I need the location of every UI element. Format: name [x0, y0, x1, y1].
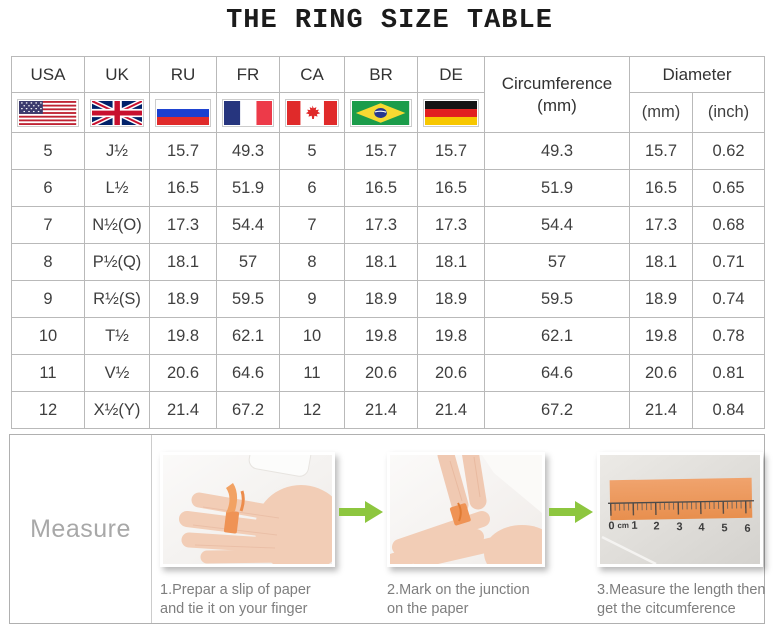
measure-step-3	[597, 452, 766, 619]
ruler-label-0: 0	[608, 520, 615, 533]
table-row	[12, 170, 765, 207]
col-header-usa: USA	[12, 57, 85, 93]
cell-ca: 11	[280, 355, 345, 392]
cell-de: 17.3	[418, 207, 485, 244]
ring-size-table	[11, 56, 765, 429]
cell-diameter-mm: 16.5	[630, 170, 693, 207]
usa-flag-icon	[17, 99, 78, 127]
cell-de: 19.8	[418, 318, 485, 355]
cell-circumference: 67.2	[485, 392, 630, 429]
cell-uk: J½	[85, 133, 150, 170]
ruler-label-6: 6	[744, 522, 751, 535]
cell-uk: V½	[85, 355, 150, 392]
table-row	[12, 207, 765, 244]
header-row-flags	[12, 93, 765, 133]
cell-diameter-inch: 0.84	[693, 392, 765, 429]
col-header-circumference	[485, 57, 630, 133]
cell-de: 21.4	[418, 392, 485, 429]
cell-uk: R½(S)	[85, 281, 150, 318]
cell-circumference: 64.6	[485, 355, 630, 392]
cell-uk: T½	[85, 318, 150, 355]
cell-circumference: 62.1	[485, 318, 630, 355]
cell-diameter-mm: 20.6	[630, 355, 693, 392]
cell-diameter-inch: 0.71	[693, 244, 765, 281]
russia-flag-icon	[155, 99, 211, 127]
table-row	[12, 133, 765, 170]
cell-diameter-mm: 19.8	[630, 318, 693, 355]
cell-ca: 5	[280, 133, 345, 170]
cell-ca: 7	[280, 207, 345, 244]
cell-fr: 64.6	[217, 355, 280, 392]
green-arrow-icon	[339, 500, 383, 524]
cell-usa: 6	[12, 170, 85, 207]
cell-uk: L½	[85, 170, 150, 207]
cell-fr: 62.1	[217, 318, 280, 355]
cell-br: 18.9	[345, 281, 418, 318]
cell-ru: 21.4	[150, 392, 217, 429]
page-title: THE RING SIZE TABLE	[226, 6, 553, 36]
arrow-1-wrap	[335, 500, 387, 524]
cell-circumference: 49.3	[485, 133, 630, 170]
cell-usa: 12	[12, 392, 85, 429]
cell-de: 16.5	[418, 170, 485, 207]
cell-usa: 5	[12, 133, 85, 170]
germany-flag-icon	[423, 99, 479, 127]
cell-fr: 51.9	[217, 170, 280, 207]
diameter-mm-header: (mm)	[630, 93, 693, 133]
cell-circumference: 54.4	[485, 207, 630, 244]
ruler-label-1: 1	[631, 519, 638, 532]
cell-diameter-mm: 17.3	[630, 207, 693, 244]
col-header-fr: FR	[217, 57, 280, 93]
ring-table-body	[12, 133, 765, 429]
cell-br: 19.8	[345, 318, 418, 355]
arrow-2-wrap	[545, 500, 597, 524]
cell-diameter-inch: 0.68	[693, 207, 765, 244]
canada-flag-icon	[285, 99, 339, 127]
cell-br: 17.3	[345, 207, 418, 244]
step3-caption: 3.Measure the length then get the citcumference	[597, 582, 766, 617]
diameter-inch-header: (inch)	[693, 93, 765, 133]
measure-label: Measure	[30, 514, 131, 543]
measure-section	[9, 434, 765, 624]
cell-ru: 17.3	[150, 207, 217, 244]
table-row	[12, 244, 765, 281]
france-flag-icon	[222, 99, 275, 127]
cell-circumference: 57	[485, 244, 630, 281]
cell-circumference: 51.9	[485, 170, 630, 207]
ruler-label-2: 2	[653, 520, 660, 533]
circumference-label: Circumference	[501, 74, 613, 94]
cell-diameter-mm: 18.9	[630, 281, 693, 318]
cell-ru: 18.9	[150, 281, 217, 318]
measure-step-1	[160, 452, 335, 619]
cell-de: 15.7	[418, 133, 485, 170]
cell-fr: 67.2	[217, 392, 280, 429]
cell-diameter-mm: 15.7	[630, 133, 693, 170]
circumference-unit: (mm)	[537, 95, 577, 115]
cell-ca: 10	[280, 318, 345, 355]
cell-br: 21.4	[345, 392, 418, 429]
cell-ru: 19.8	[150, 318, 217, 355]
cell-diameter-inch: 0.65	[693, 170, 765, 207]
measure-label-cell	[10, 435, 152, 623]
measure-step-2	[387, 452, 545, 619]
cell-ca: 9	[280, 281, 345, 318]
cell-br: 15.7	[345, 133, 418, 170]
cell-de: 18.9	[418, 281, 485, 318]
cell-usa: 9	[12, 281, 85, 318]
table-row	[12, 318, 765, 355]
cell-diameter-inch: 0.62	[693, 133, 765, 170]
cell-fr: 59.5	[217, 281, 280, 318]
cell-fr: 54.4	[217, 207, 280, 244]
table-row	[12, 281, 765, 318]
measure-steps	[152, 435, 764, 623]
ruler-label-4: 4	[698, 521, 705, 534]
ruler-label-5: 5	[721, 522, 728, 535]
cell-ru: 15.7	[150, 133, 217, 170]
step1-caption: 1.Prepar a slip of paper and tie it on your finger	[160, 582, 311, 617]
uk-flag-icon	[90, 99, 144, 127]
cell-usa: 8	[12, 244, 85, 281]
step1-photo-hand-with-paper-strip	[160, 452, 335, 567]
cell-fr: 57	[217, 244, 280, 281]
cell-ru: 18.1	[150, 244, 217, 281]
cell-circumference: 59.5	[485, 281, 630, 318]
col-header-uk: UK	[85, 57, 150, 93]
table-row	[12, 355, 765, 392]
cell-uk: X½(Y)	[85, 392, 150, 429]
cell-ca: 12	[280, 392, 345, 429]
cell-de: 20.6	[418, 355, 485, 392]
cell-diameter-mm: 18.1	[630, 244, 693, 281]
cell-ca: 8	[280, 244, 345, 281]
cell-ru: 16.5	[150, 170, 217, 207]
brazil-flag-icon	[350, 99, 411, 127]
cell-uk: P½(Q)	[85, 244, 150, 281]
cell-fr: 49.3	[217, 133, 280, 170]
cell-diameter-inch: 0.78	[693, 318, 765, 355]
col-header-de: DE	[418, 57, 485, 93]
col-header-ca: CA	[280, 57, 345, 93]
step2-photo-marking-paper	[387, 452, 545, 567]
cell-ru: 20.6	[150, 355, 217, 392]
col-header-br: BR	[345, 57, 418, 93]
cell-usa: 10	[12, 318, 85, 355]
col-header-diameter: Diameter	[630, 57, 765, 93]
cell-de: 18.1	[418, 244, 485, 281]
cell-ca: 6	[280, 170, 345, 207]
green-arrow-icon	[549, 500, 593, 524]
header-row-country-codes	[12, 57, 765, 93]
col-header-ru: RU	[150, 57, 217, 93]
ruler-label-cm: cm	[617, 520, 630, 531]
step3-photo-ruler-measuring	[597, 452, 763, 567]
ruler-label-3: 3	[676, 520, 683, 534]
cell-usa: 11	[12, 355, 85, 392]
cell-diameter-inch: 0.81	[693, 355, 765, 392]
cell-br: 20.6	[345, 355, 418, 392]
cell-br: 16.5	[345, 170, 418, 207]
cell-uk: N½(O)	[85, 207, 150, 244]
cell-diameter-inch: 0.74	[693, 281, 765, 318]
cell-diameter-mm: 21.4	[630, 392, 693, 429]
table-row	[12, 392, 765, 429]
cell-usa: 7	[12, 207, 85, 244]
step2-caption: 2.Mark on the junction on the paper	[387, 582, 530, 617]
cell-br: 18.1	[345, 244, 418, 281]
